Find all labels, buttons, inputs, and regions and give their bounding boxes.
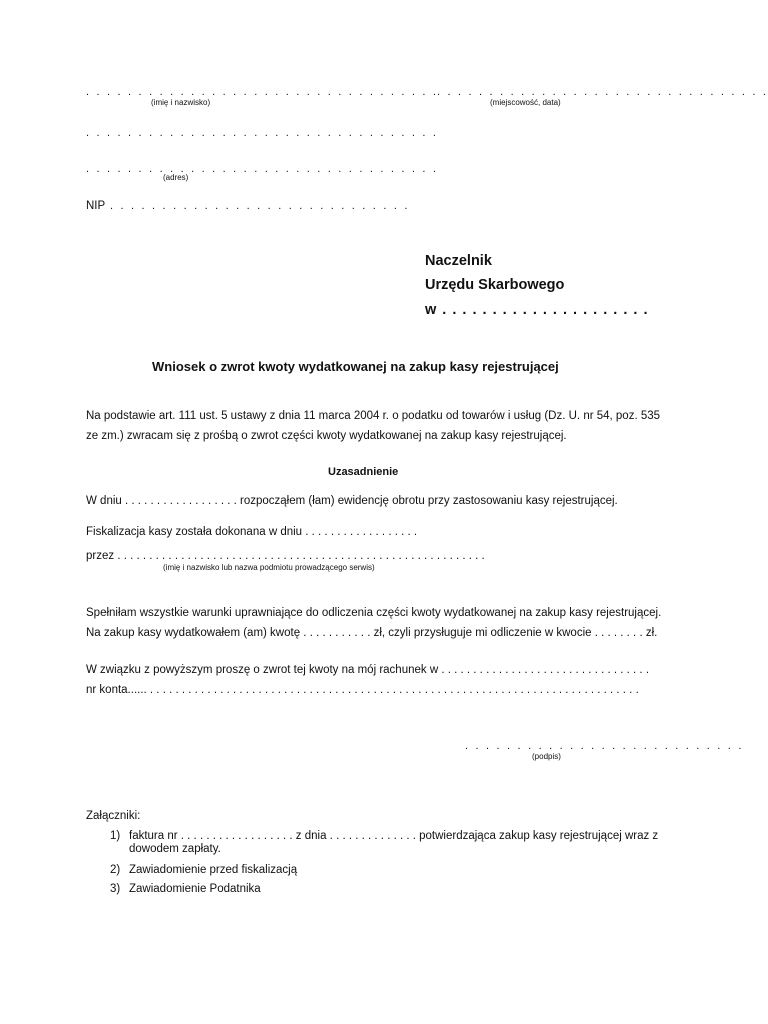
attachment-number: 3) (110, 883, 121, 895)
nip-dots: . . . . . . . . . . . . . . . . . . . . . . . . . . . . . (110, 200, 410, 212)
signature-dots: . . . . . . . . . . . . . . . . . . . . . . . . . . . (465, 740, 744, 752)
service-by-caption: (imię i nazwisko lub nazwa podmiotu prowadzącego serwis) (163, 563, 375, 572)
name-caption: (imię i nazwisko) (151, 98, 211, 107)
address-dots: . . . . . . . . . . . . . . . . . . . . . . . . . . . . . . . . . . (86, 163, 439, 175)
recipient-line2: Urzędu Skarbowego (425, 277, 565, 293)
attachments-heading: Załączniki: (86, 810, 141, 822)
address-caption: (adres) (163, 173, 189, 182)
attachment-item-invoice-cont: dowodem zapłaty. (129, 843, 221, 855)
conditions-line2: Na zakup kasy wydatkowałem (am) kwotę . . . . . . . . . . . zł, czyli przysługuje mi odliczenie w kwocie . . . . . . . . zł. (86, 627, 658, 639)
document-title: Wniosek o zwrot kwoty wydatkowanej na zakup kasy rejestrującej (152, 359, 559, 374)
name-dots: . . . . . . . . . . . . . . . . . . . . . . . . . . . . . . . . . . (86, 86, 439, 98)
justification-heading: Uzasadnienie (328, 466, 399, 478)
intro-line1: Na podstawie art. 111 ust. 5 ustawy z dnia 11 marca 2004 r. o podatku od towarów i usług (Dz. U. nr 54, poz. 535 (86, 410, 661, 422)
account-number-line: nr konta...... . . . . . . . . . . . . . . . . . . . . . . . . . . . . . . . . . . . . . . . . . . . . . . . . . . . . . . . . . . . . . . . . . . . . . . . . . . . . . (86, 684, 639, 696)
place-date-dots: . . . . . . . . . . . . . . . . . . . . . . . . . . . . . . . . (437, 86, 768, 98)
intro-line2: ze zm.) zwracam się z prośbą o zwrot części kwoty wydatkowanej na zakup kasy rejestrującej. (86, 430, 567, 442)
attachment-item-taxpayer-notice: Zawiadomienie Podatnika (129, 883, 261, 895)
attachment-number: 2) (110, 864, 121, 876)
recipient-line3: w . . . . . . . . . . . . . . . . . . . . . (425, 302, 649, 318)
attachment-item-invoice: faktura nr . . . . . . . . . . . . . . . . . . z dnia . . . . . . . . . . . . . . potwierdzająca zakup kasy rejestrującej wraz z (129, 830, 659, 842)
service-by-line: przez . . . . . . . . . . . . . . . . . . . . . . . . . . . . . . . . . . . . . . . . . . . . . . . . . . . . . . . . . . (86, 550, 485, 562)
attachment-number: 1) (110, 830, 121, 842)
start-date-line: W dniu . . . . . . . . . . . . . . . . . . rozpocząłem (łam) ewidencję obrotu przy zastosowaniu kasy rejestrującej. (86, 495, 618, 507)
place-date-caption: (miejscowość, data) (490, 98, 561, 107)
name-line2-dots: . . . . . . . . . . . . . . . . . . . . . . . . . . . . . . . . . . (86, 127, 439, 139)
signature-caption: (podpis) (532, 752, 561, 761)
conditions-line1: Spełniłam wszystkie warunki uprawniające do odliczenia części kwoty wydatkowanej na zakup kasy rejestrującej. (86, 607, 662, 619)
recipient-line1: Naczelnik (425, 253, 492, 269)
attachment-item-fiscal-notice: Zawiadomienie przed fiskalizacją (129, 864, 298, 876)
fiscalization-line: Fiskalizacja kasy została dokonana w dniu . . . . . . . . . . . . . . . . . . (86, 526, 418, 538)
request-line1: W związku z powyższym proszę o zwrot tej kwoty na mój rachunek w . . . . . . . . . . . . . . . . . . . . . . . . . . . . . . . . . (86, 664, 650, 676)
nip-label: NIP (86, 200, 106, 212)
